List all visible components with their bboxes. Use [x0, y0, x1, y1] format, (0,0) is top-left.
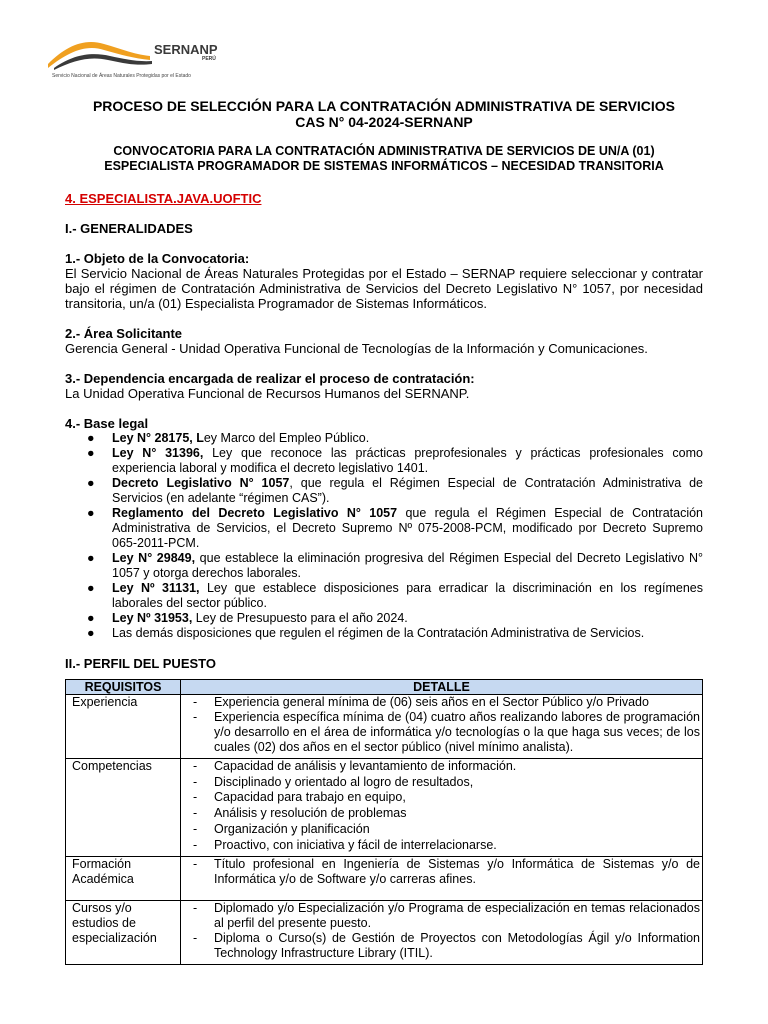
mountain-logo-icon	[44, 34, 164, 74]
bullet-icon: ●	[87, 446, 95, 460]
title-line-1: PROCESO DE SELECCIÓN PARA LA CONTRATACIÓN ADMINISTRATIVA DE SERVICIOS	[92, 98, 676, 114]
table-row	[66, 901, 703, 965]
bullet-icon: ●	[87, 626, 95, 640]
bullet-icon: ●	[87, 581, 95, 595]
section-perfil-heading: II.- PERFIL DEL PUESTO	[65, 656, 216, 671]
logo-tagline: Servicio Nacional de Áreas Naturales Protegidas por el Estado	[52, 73, 191, 79]
legal-item-title: Ley Nº 31131,	[112, 581, 200, 595]
bullet-icon: ●	[87, 611, 95, 625]
dash-icon: -	[193, 837, 198, 852]
col-detalle: DETALLE	[181, 680, 703, 695]
legal-item-text: que regula el Régimen Especial de Contratación Administrativa de Servicios, el Decreto Supremo Nº 075-2008-PCM, modificado por Decreto Supremo 065-2011-PCM.	[112, 506, 704, 550]
document-title	[65, 98, 703, 130]
list-item	[187, 710, 702, 755]
dash-icon: -	[193, 931, 198, 946]
detail-text: Título profesional en Ingeniería de Sistemas y/o Informática de Sistemas y/o de Informática y/o de Software y/o carreras afines.	[214, 857, 700, 887]
list-item	[187, 806, 702, 822]
logo-country: PERÚ	[202, 56, 216, 62]
list-item	[187, 822, 702, 838]
table-row	[66, 759, 703, 857]
detail-text: Disciplinado y orientado al logro de resultados,	[214, 774, 474, 789]
col-requisitos: REQUISITOS	[66, 680, 181, 695]
list-item	[65, 551, 703, 581]
table-row	[66, 695, 703, 759]
sernanp-logo	[44, 34, 234, 84]
table-row	[66, 857, 703, 901]
legal-item-title: Ley N° 31396,	[112, 446, 204, 460]
legal-item-title: Ley N° 28175, L	[112, 431, 204, 445]
subtitle-line-1: CONVOCATORIA PARA LA CONTRATACIÓN ADMINISTRATIVA DE SERVICIOS DE UN/A (01)	[113, 144, 655, 158]
detail-text: Análisis y resolución de problemas	[214, 806, 407, 821]
base-legal-list	[65, 431, 703, 641]
detail-text: Proactivo, con iniciativa y fácil de interrelacionarse.	[214, 837, 497, 852]
detail-cell	[181, 857, 703, 901]
req-cell: Cursos y/o estudios de especialización	[66, 901, 181, 965]
detail-cell	[181, 901, 703, 965]
logo-brand: SERNANP	[154, 42, 218, 57]
subtitle-line-2: ESPECIALISTA PROGRAMADOR DE SISTEMAS INFORMÁTICOS – NECESIDAD TRANSITORIA	[104, 159, 664, 173]
req-cell: Formación Académica	[66, 857, 181, 901]
area-text: Gerencia General - Unidad Operativa Funcional de Tecnologías de la Información y Comunicaciones.	[65, 341, 648, 356]
dash-icon: -	[193, 857, 198, 872]
legal-item-text: , que regula el Régimen Especial de Contratación Administrativa de Servicios (en adelante “régimen CAS”).	[112, 476, 704, 505]
list-item	[187, 931, 702, 961]
table-header-row	[66, 680, 703, 695]
list-item	[187, 857, 702, 887]
list-item	[187, 759, 702, 775]
list-item	[187, 901, 702, 931]
detail-text: Organización y planificación	[214, 821, 370, 836]
list-item	[187, 790, 702, 806]
area-heading: 2.- Área Solicitante	[65, 326, 183, 341]
list-item	[65, 446, 703, 476]
document-subtitle	[65, 144, 703, 174]
legal-item-text: Las demás disposiciones que regulen el régimen de la Contratación Administrativa de Servicios.	[112, 626, 645, 640]
dash-icon: -	[193, 901, 198, 916]
legal-item-text: ey Marco del Empleo Público.	[203, 431, 370, 445]
list-item	[65, 626, 703, 641]
detail-text: Diploma o Curso(s) de Gestión de Proyectos con Metodologías Ágil y/o Information Technology Infrastructure Library (ITIL).	[214, 931, 700, 961]
dependencia-text: La Unidad Operativa Funcional de Recursos Humanos del SERNANP.	[65, 386, 470, 401]
detail-text: Capacidad de análisis y levantamiento de información.	[214, 759, 517, 773]
dependencia-heading: 3.- Dependencia encargada de realizar el proceso de contratación:	[65, 371, 475, 386]
list-item	[65, 431, 703, 446]
list-item	[65, 476, 703, 506]
dash-icon: -	[193, 790, 198, 805]
list-item	[65, 611, 703, 626]
dash-icon: -	[193, 710, 198, 724]
legal-item-text: Ley de Presupuesto para el año 2024.	[192, 611, 408, 625]
dash-icon: -	[193, 774, 198, 789]
dash-icon: -	[193, 695, 198, 709]
bullet-icon: ●	[87, 476, 95, 490]
objeto-heading: 1.- Objeto de la Convocatoria:	[65, 251, 250, 266]
req-cell: Competencias	[66, 759, 181, 857]
list-item	[187, 775, 702, 791]
detail-cell	[181, 695, 703, 759]
legal-item-title: Ley N° 29849,	[112, 551, 196, 565]
legal-item-text: Ley que establece disposiciones para erradicar la discriminación en los regímenes laborales del sector público.	[112, 581, 703, 610]
list-item	[65, 506, 703, 551]
bullet-icon: ●	[87, 431, 95, 445]
detail-cell	[181, 759, 703, 857]
list-item	[187, 695, 702, 710]
detail-text: Experiencia general mínima de (06) seis años en el Sector Público y/o Privado	[214, 695, 649, 709]
bullet-icon: ●	[87, 506, 95, 520]
list-item	[187, 838, 702, 854]
legal-item-title: Reglamento del Decreto Legislativo N° 1057	[112, 506, 398, 520]
dash-icon: -	[193, 821, 198, 836]
bullet-icon: ●	[87, 551, 95, 565]
legal-item-text: Ley que reconoce las prácticas preprofesionales y prácticas profesionales como experiencia laboral y modifica el decreto legislativo 1401.	[112, 446, 703, 475]
legal-item-title: Decreto Legislativo N° 1057	[112, 476, 290, 490]
req-cell: Experiencia	[66, 695, 181, 759]
detail-text: Capacidad para trabajo en equipo,	[214, 790, 406, 805]
dash-icon: -	[193, 806, 198, 821]
perfil-table	[65, 679, 703, 965]
legal-item-title: Ley Nº 31953,	[112, 611, 193, 625]
detail-text: Diplomado y/o Especialización y/o Programa de especialización en temas relacionados al perfil del presente puesto.	[214, 901, 700, 931]
base-legal-heading: 4.- Base legal	[65, 416, 149, 431]
document-body	[65, 98, 703, 965]
position-code: 4. ESPECIALISTA.JAVA.UOFTIC	[65, 191, 262, 206]
legal-item-text: que establece la eliminación progresiva del Régimen Especial del Decreto Legislativo N° 1057 y otorga derechos laborales.	[112, 551, 703, 580]
objeto-text: El Servicio Nacional de Áreas Naturales Protegidas por el Estado – SERNAP requiere seleccionar y contratar bajo el régimen de Contratación Administrativa de Servicios del Decreto Legislativo N° 1057, por necesidad transitoria, un/a (01) Especialista Programador de Sistemas Informáticos.	[65, 266, 703, 311]
detail-text: Experiencia específica mínima de (04) cuatro años realizando labores de programación y/o desarrollo en el área de informática y/o tecnologías o la que haga sus veces; de los cuales (02) dos años en el sector público (nivel mínimo analista).	[214, 710, 700, 754]
list-item	[65, 581, 703, 611]
title-line-2: CAS N° 04-2024-SERNANP	[295, 114, 473, 130]
section-generalidades-heading: I.- GENERALIDADES	[65, 221, 193, 236]
dash-icon: -	[193, 759, 198, 773]
